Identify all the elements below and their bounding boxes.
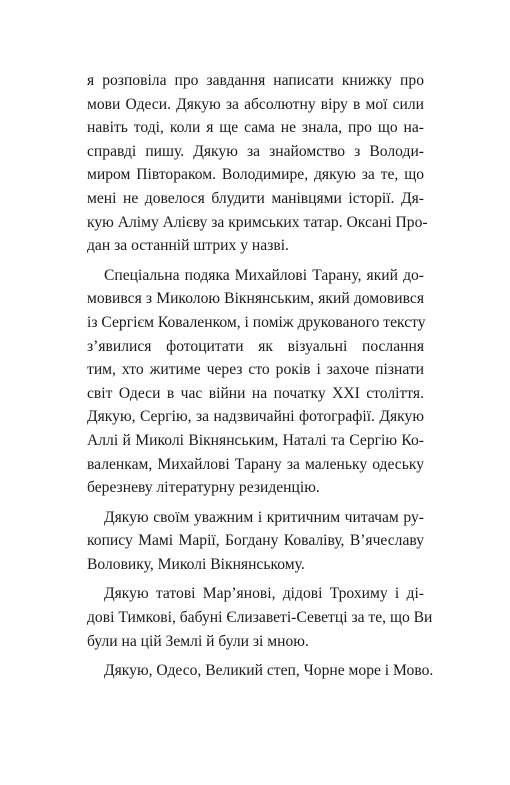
text-line: Воловику, Миколі Вікнянському. <box>87 555 305 573</box>
text-line: Спеціальна подяка Михайлові Тарану, який до- <box>104 266 424 284</box>
text-line: світ Одеси в час війни на початку XXI століття. <box>87 384 424 402</box>
text-line: березневу літературну резиденцію. <box>87 479 320 497</box>
paragraph-1 <box>87 69 428 258</box>
text-line: Дякую, Одесо, Великий степ, Чорне море і Мово. <box>104 662 434 680</box>
paragraph-5 <box>87 659 434 683</box>
text-line: копису Мамі Марії, Богдану Коваліву, В’ячеславу <box>87 532 424 550</box>
text-line: із Сергієм Коваленком, і поміж друкованого тексту <box>87 313 426 331</box>
text-line: Аллі й Миколі Вікнянським, Наталі та Сергію Ко- <box>87 431 424 449</box>
text-line: валенкам, Михайлові Тарану за маленьку одеську <box>87 455 424 473</box>
text-line: я розповіла про завдання написати книжку про <box>87 72 424 89</box>
text-line: мені не довелося блудити манівцями історії. Дя- <box>87 189 424 207</box>
text-line: були на цій Землі й були зі мною. <box>87 632 309 650</box>
paragraph-3 <box>87 506 424 577</box>
text-line: Дякую, Сергію, за надзвичайні фотографії. Дякую <box>87 408 424 426</box>
text-line: мовився з Миколою Вікнянським, який домовився <box>87 290 424 308</box>
paragraph-4 <box>87 582 433 653</box>
text-line: навіть тоді, коли я ще сама не знала, про що на- <box>87 119 424 137</box>
text-line: з’явилися фотоцитати як візуальні послання <box>87 337 424 355</box>
text-line: дан за останній штрих у назві. <box>87 237 289 255</box>
text-line: дові Тимкові, бабуні Єлизаветі-Севетці за те, що Ви <box>87 609 433 627</box>
paragraph-2 <box>87 264 424 500</box>
text-line: тим, хто житиме через сто років і захоче пізнати <box>87 361 424 379</box>
text-line: справді пишу. Дякую за знайомство з Володи- <box>87 142 424 160</box>
text-line: мови Одеси. Дякую за абсолютну віру в мої сили <box>87 95 424 113</box>
text-line: кую Аліму Алієву за кримських татар. Оксані Про- <box>87 213 428 231</box>
text-line: Дякую татові Мар’янові, дідові Трохиму і ді- <box>104 585 424 603</box>
text-line: Дякую своїм уважним і критичним читачам ру- <box>104 508 424 526</box>
text-body <box>87 69 434 683</box>
text-line: миром Півтораком. Володимире, дякую за те, що <box>87 166 424 184</box>
